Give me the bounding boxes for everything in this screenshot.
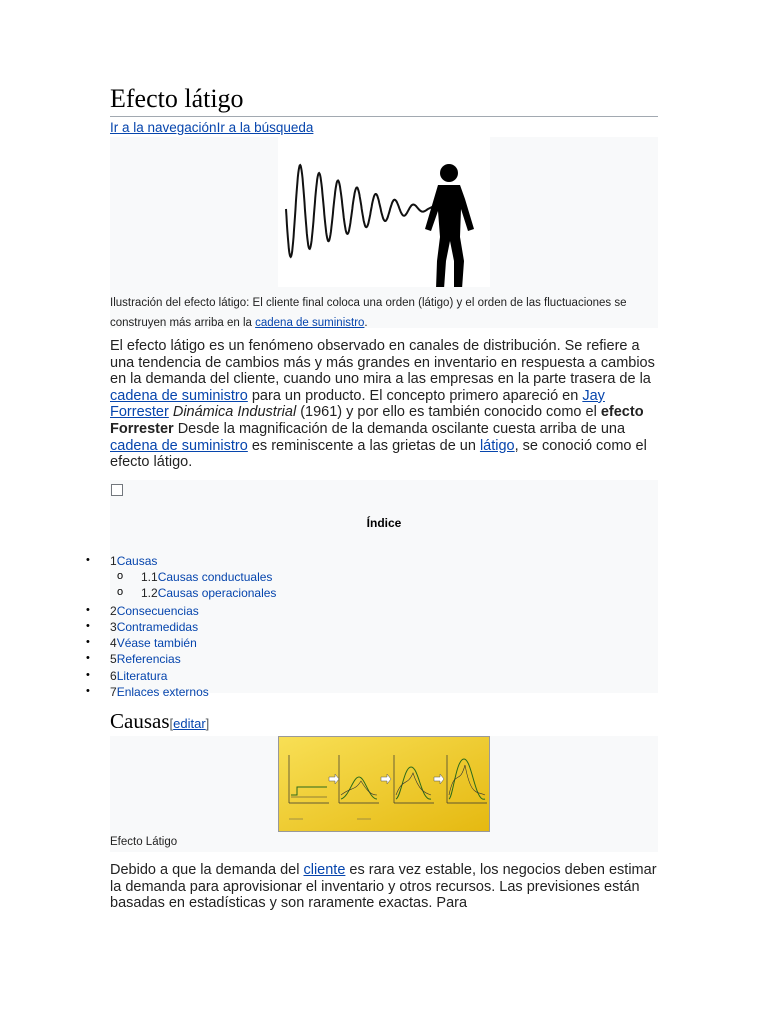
toc-bullet: • xyxy=(86,604,90,616)
toc-item[interactable] xyxy=(110,652,181,666)
toc-item-number: 6 xyxy=(110,669,117,683)
toc-item-number: 1.2 xyxy=(141,586,158,600)
toc-bullet: • xyxy=(86,669,90,681)
link-jay-forrester[interactable]: Jay Forrester xyxy=(110,387,605,421)
toc-bullet: • xyxy=(86,554,90,566)
toc-item-number: 2 xyxy=(110,604,117,618)
toc-title: Índice xyxy=(366,516,402,530)
toc-item-number: 4 xyxy=(110,636,117,650)
toc-item[interactable] xyxy=(110,604,199,618)
toc-item-number: 5 xyxy=(110,652,117,666)
link-cliente[interactable]: cliente xyxy=(303,862,346,878)
intro-paragraph: El efecto látigo es un fenómeno observado en canales de distribución. Se refiere a una tendencia de cambios más y más grandes en inventario en respuesta a cambios en la demanda del cliente, cuando uno mira a las empresas en la parte trasera de la cadena de suministro para un producto. El concepto primero apareció en Jay Forrester Dinámica Industrial (1961) y por ello es también conocido como el efecto Forrester Desde la magnificación de la demanda oscilante cuesta arriba de una cadena de suministro es reminiscente a las grietas de un látigo, se conoció como el efecto látigo. xyxy=(110,338,655,471)
link-cadena-de-suministro-2[interactable]: cadena de suministro xyxy=(110,437,248,454)
toc-toggle-checkbox[interactable] xyxy=(111,484,123,496)
toc-item-link[interactable]: Causas operacionales xyxy=(157,586,277,600)
toc-item-link[interactable]: Consecuencias xyxy=(116,604,199,618)
causas-paragraph: Debido a que la demanda del cliente es rara vez estable, los negocios deben estimar la demanda para aprovisionar el inventario y otros recursos. Las previsiones están basadas en estadísticas y son raramente exactas. Para xyxy=(110,862,657,912)
toc-item-link[interactable]: Causas xyxy=(116,554,158,568)
supply-chain-chart-icon xyxy=(279,737,489,831)
toc-item[interactable] xyxy=(110,685,209,699)
toc-item-link[interactable]: Referencias xyxy=(116,652,181,666)
toc-sub-bullet: o xyxy=(117,570,124,582)
toc-item[interactable] xyxy=(141,586,276,600)
toc-item-link[interactable]: Enlaces externos xyxy=(116,685,209,699)
link-cadena-de-suministro[interactable]: cadena de suministro xyxy=(110,387,248,404)
figure-bullwhip xyxy=(110,137,658,328)
toc-bullet: • xyxy=(86,685,90,697)
supply-chain-diagram[interactable] xyxy=(278,736,490,832)
toc-sub-bullet: o xyxy=(117,586,124,598)
toc-item-number: 1.1 xyxy=(141,570,158,584)
toc-item-number: 1 xyxy=(110,554,117,568)
caption-link-cadena-de-suministro[interactable]: cadena de suministro xyxy=(255,317,365,329)
toc-item-link[interactable]: Contramedidas xyxy=(116,620,199,634)
toc-item[interactable] xyxy=(110,554,157,568)
toc-item-number: 7 xyxy=(110,685,117,699)
toc-item-link[interactable]: Véase también xyxy=(116,636,197,650)
toc-bullet: • xyxy=(86,620,90,632)
toc-item[interactable] xyxy=(110,636,197,650)
figure-caption-2: Efecto Látigo xyxy=(110,836,178,848)
figure-caption: Ilustración del efecto látigo: El cliente final coloca una orden (látigo) y el orden de las fluctuaciones se construyen más arriba en la cadena de suministro. xyxy=(110,297,627,329)
toc-item-link[interactable]: Causas conductuales xyxy=(157,570,273,584)
skip-to-search-link[interactable]: Ir a la búsqueda xyxy=(216,120,314,135)
toc-item[interactable] xyxy=(110,620,198,634)
toc-bullet: • xyxy=(86,652,90,664)
link-latigo[interactable]: látigo xyxy=(479,437,515,454)
toc-item-number: 3 xyxy=(110,620,117,634)
section-heading-causas: Causas[editar] xyxy=(110,709,658,738)
bullwhip-wave-and-person-icon xyxy=(278,137,490,287)
skip-to-navigation-link[interactable]: Ir a la navegación xyxy=(110,120,217,135)
toc-bullet: • xyxy=(86,636,90,648)
toc-item[interactable] xyxy=(110,669,167,683)
bullwhip-illustration[interactable] xyxy=(278,137,490,287)
page-title: Efecto látigo xyxy=(110,84,658,117)
edit-section-link[interactable]: [editar] xyxy=(169,716,210,731)
toc-item[interactable] xyxy=(141,570,272,584)
skip-links xyxy=(110,120,313,135)
toc-item-link[interactable]: Literatura xyxy=(116,669,168,683)
figure-efecto-latigo xyxy=(110,736,658,852)
